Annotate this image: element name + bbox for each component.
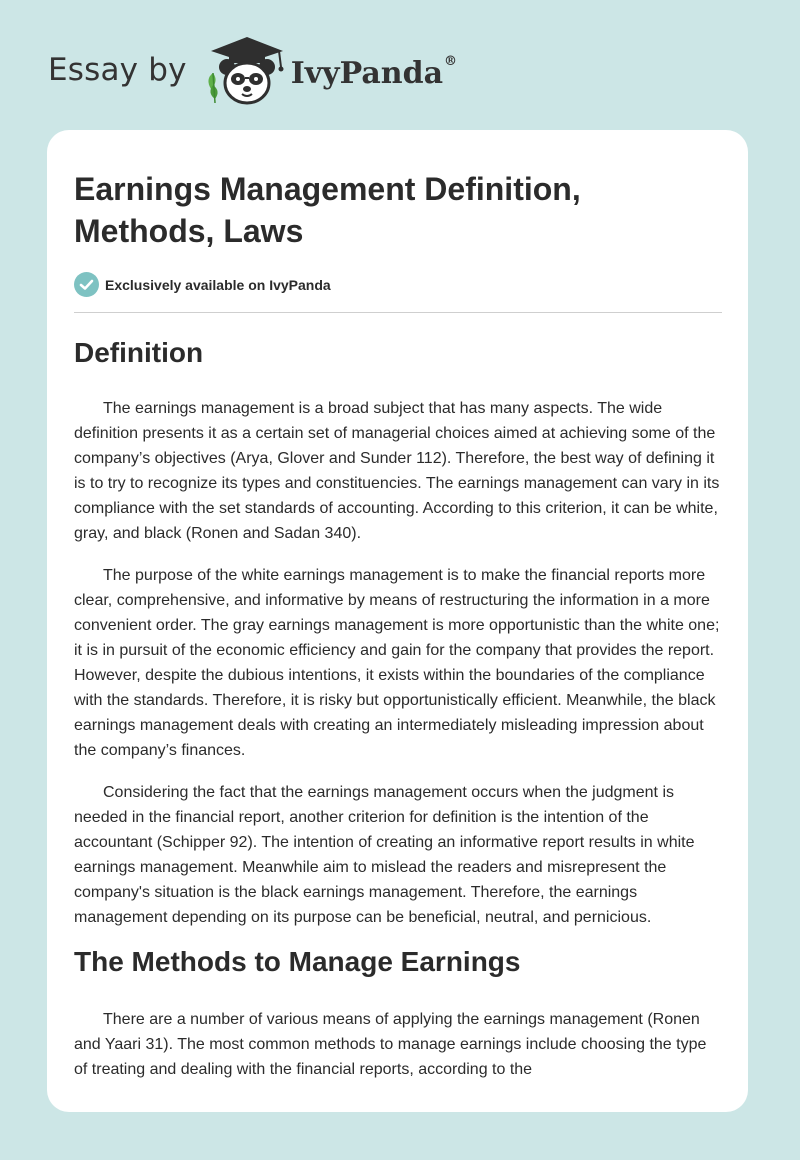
brand-name[interactable]: IvyPanda®	[290, 53, 458, 91]
paragraph: Considering the fact that the earnings management occurs when the judgment is needed in the financial report, another criterion for definition is the intention of the accountant (Schipper 92). The intention of creating an informative report results in white earnings management. Meanwhile aim to mislead the readers and misrepresent the company's situation is the black earnings management. Therefore, the earnings management depending on its purpose can be beneficial, neutral, and pernicious.	[74, 784, 695, 926]
panda-logo-icon[interactable]	[199, 29, 295, 109]
section-heading-methods: The Methods to Manage Earnings	[74, 946, 521, 977]
page-title: Earnings Management Definition, Methods, Laws	[74, 171, 581, 249]
exclusive-label: Exclusively available on IvyPanda	[105, 276, 331, 293]
paragraph: The earnings management is a broad subject that has many aspects. The wide definition presents it as a certain set of managerial choices aimed at achieving some of the company’s objectives (Arya, Glover and Sunder 112). Therefore, the best way of defining it is to try to recognize its types and constituencies. The earnings management can vary in its compliance with the set standards of accounting. According to this criterion, it can be white, gray, and black (Ronen and Sadan 340).	[74, 400, 720, 542]
section-heading-definition: Definition	[74, 337, 204, 368]
paragraph: There are a number of various means of applying the earnings management (Ronen and Yaari 31). The most common methods to manage earnings include choosing the type of treating and dealing with the financial reports, according to the	[74, 1011, 707, 1078]
site-header	[48, 30, 457, 110]
exclusive-notice	[74, 272, 722, 313]
trademark-symbol: ®	[444, 53, 458, 69]
check-badge-icon	[74, 272, 99, 297]
essay-by-label: Essay by	[48, 52, 187, 88]
essay-card	[47, 130, 748, 1112]
paragraph: The purpose of the white earnings management is to make the financial reports more clear, comprehensive, and informative by means of restructuring the information in a more convenient order. The gray earnings management is more opportunistic than the white one; it is in pursuit of the economic efficiency and gain for the company that provides the report. However, despite the dubious intentions, it exists within the boundaries of the compliance with the standards. Therefore, it is risky but opportunistically efficient. Meanwhile, the black earnings management deals with creating an intermediately misleading impression about the company’s finances.	[74, 567, 720, 759]
